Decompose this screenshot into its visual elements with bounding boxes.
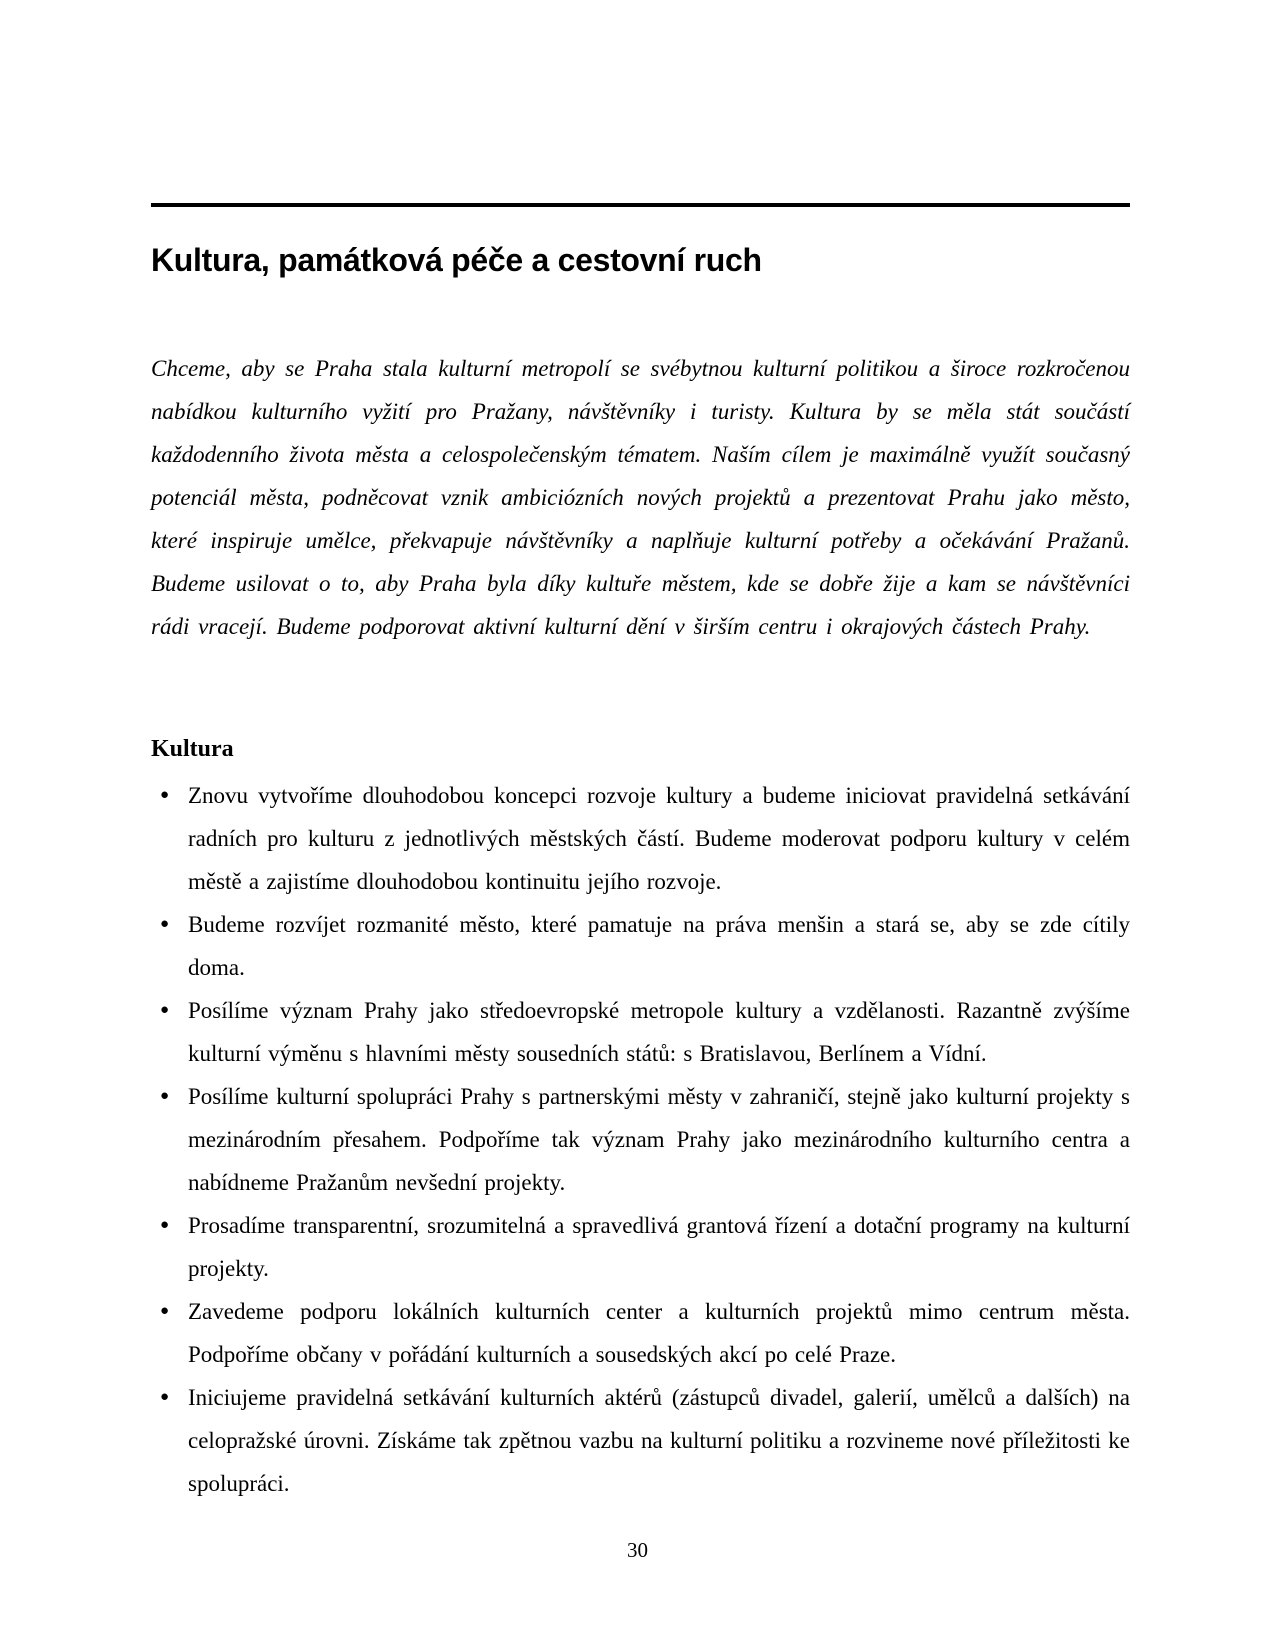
- bullet-text: Posílíme kulturní spolupráci Prahy s partnerskými městy v zahraničí, stejně jako kulturní projekty s mezinárodním přesahem. Podpoříme tak význam Prahy jako mezinárodního kulturního centra a nabídneme Pražanům nevšední projekty.: [188, 1084, 1130, 1195]
- bullet-icon: ●: [160, 1217, 170, 1233]
- bullet-icon: ●: [160, 787, 170, 803]
- bullet-text: Zavedeme podporu lokálních kulturních center a kulturních projektů mimo centrum města. Podpoříme občany v pořádání kulturních a sousedských akcí po celé Praze.: [188, 1299, 1130, 1367]
- intro-paragraph: Chceme, aby se Praha stala kulturní metropolí se svébytnou kulturní politikou a široce rozkročenou nabídkou kulturního vyžití pro Pražany, návštěvníky i turisty. Kultura by se měla stát součástí každodenního života města a celospolečenským tématem. Naším cílem je maximálně využít současný potenciál města, podněcovat vznik ambiciózních nových projektů a prezentovat Prahu jako město, které inspiruje umělce, překvapuje návštěvníky a naplňuje kulturní potřeby a očekávání Pražanů. Budeme usilovat o to, aby Praha byla díky kultuře městem, kde se dobře žije a kam se návštěvníci rádi vracejí. Budeme podporovat aktivní kulturní dění v širším centru i okrajových částech Prahy.: [151, 356, 1130, 639]
- section-heading: Kultura: [151, 736, 234, 762]
- list-item: [151, 989, 1130, 1075]
- top-rule-divider: [151, 203, 1130, 207]
- page-number: 30: [627, 1538, 648, 1562]
- list-item: [151, 1075, 1130, 1204]
- bullet-text: Budeme rozvíjet rozmanité město, které pamatuje na práva menšin a stará se, aby se zde cítily doma.: [188, 912, 1130, 980]
- bullet-icon: ●: [160, 1303, 170, 1319]
- list-item: [151, 903, 1130, 989]
- bullet-icon: ●: [160, 1389, 170, 1405]
- page-title: Kultura, památková péče a cestovní ruch: [151, 242, 762, 278]
- list-item: [151, 774, 1130, 903]
- bullet-icon: ●: [160, 1088, 170, 1104]
- list-item: [151, 1376, 1130, 1505]
- bullet-icon: ●: [160, 1002, 170, 1018]
- bullet-list: [151, 774, 1130, 1505]
- bullet-text: Prosadíme transparentní, srozumitelná a spravedlivá grantová řízení a dotační programy na kulturní projekty.: [188, 1213, 1130, 1281]
- list-item: [151, 1204, 1130, 1290]
- bullet-text: Posílíme význam Prahy jako středoevropské metropole kultury a vzdělanosti. Razantně zvýšíme kulturní výměnu s hlavními městy sousedních států: s Bratislavou, Berlínem a Vídní.: [188, 998, 1130, 1066]
- bullet-text: Znovu vytvoříme dlouhodobou koncepci rozvoje kultury a budeme iniciovat pravidelná setkávání radních pro kulturu z jednotlivých městských částí. Budeme moderovat podporu kultury v celém městě a zajistíme dlouhodobou kontinuitu jejího rozvoje.: [188, 783, 1130, 894]
- list-item: [151, 1290, 1130, 1376]
- bullet-text: Iniciujeme pravidelná setkávání kulturních aktérů (zástupců divadel, galerií, umělců a dalších) na celopražské úrovni. Získáme tak zpětnou vazbu na kulturní politiku a rozvineme nové příležitosti ke spolupráci.: [188, 1385, 1130, 1496]
- bullet-icon: ●: [160, 916, 170, 932]
